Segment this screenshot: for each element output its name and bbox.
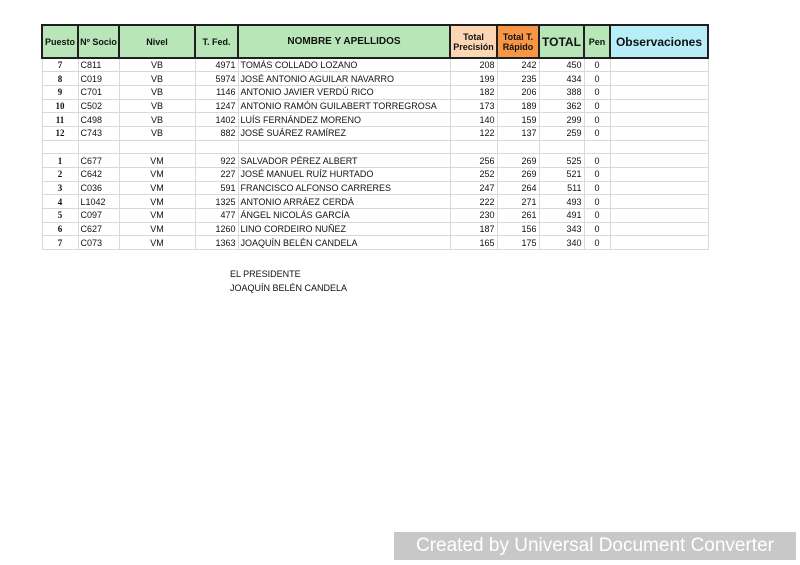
cell-puesto: 9 [42,85,78,99]
table-row [42,72,708,86]
cell-precision: 165 [450,236,497,250]
cell-observaciones [610,126,708,140]
cell-pen: 0 [584,154,610,168]
cell-observaciones [610,58,708,72]
table-row [42,236,708,250]
header-rapido [497,25,539,58]
cell-total: 343 [539,222,584,236]
signature-block [230,267,347,295]
cell-total: 493 [539,195,584,209]
cell-pen: 0 [584,85,610,99]
cell-total: 340 [539,236,584,250]
cell-nivel: VB [119,113,195,127]
cell-nivel: VM [119,181,195,195]
header-rapido-line2: Rápido [502,41,534,52]
cell-observaciones [610,222,708,236]
cell-nombre: TOMÁS COLLADO LOZANO [238,58,450,72]
cell-tfed: 591 [195,181,238,195]
cell-socio: C743 [78,126,119,140]
cell-nombre: FRANCISCO ALFONSO CARRERES [238,181,450,195]
cell-pen: 0 [584,168,610,182]
header-pen: Pen [584,25,610,58]
cell-precision: 182 [450,85,497,99]
cell-observaciones [610,154,708,168]
empty-cell [539,140,584,154]
cell-precision: 256 [450,154,497,168]
cell-total: 388 [539,85,584,99]
empty-cell [195,140,238,154]
header-tfed: T. Fed. [195,25,238,58]
cell-precision: 199 [450,72,497,86]
group-separator-row [42,140,708,154]
cell-nombre: LINO CORDEIRO NUÑEZ [238,222,450,236]
empty-cell [42,140,78,154]
cell-socio: C019 [78,72,119,86]
cell-pen: 0 [584,236,610,250]
header-nivel: Nivel [119,25,195,58]
empty-cell [119,140,195,154]
cell-pen: 0 [584,209,610,223]
table-row [42,154,708,168]
cell-pen: 0 [584,99,610,113]
cell-nivel: VM [119,222,195,236]
cell-rapido: 271 [497,195,539,209]
cell-observaciones [610,85,708,99]
table-row [42,113,708,127]
cell-tfed: 1325 [195,195,238,209]
header-puesto: Puesto [42,25,78,58]
header-rapido-line1: Total T. [502,31,534,42]
empty-cell [584,140,610,154]
table-body [42,58,708,250]
cell-puesto: 5 [42,209,78,223]
cell-socio: C498 [78,113,119,127]
cell-nombre: ÁNGEL NICOLÁS GARCÍA [238,209,450,223]
cell-socio: C073 [78,236,119,250]
cell-tfed: 1260 [195,222,238,236]
table-row [42,181,708,195]
cell-nombre: SALVADOR PÉREZ ALBERT [238,154,450,168]
cell-pen: 0 [584,181,610,195]
empty-cell [450,140,497,154]
cell-rapido: 264 [497,181,539,195]
cell-nivel: VM [119,154,195,168]
cell-precision: 122 [450,126,497,140]
cell-nombre: ANTONIO RAMÓN GUILABERT TORREGROSA [238,99,450,113]
header-precision-line2: Precisión [453,41,494,52]
cell-tfed: 227 [195,168,238,182]
cell-rapido: 269 [497,168,539,182]
cell-precision: 173 [450,99,497,113]
cell-rapido: 242 [497,58,539,72]
table-header [42,25,708,58]
cell-nombre: LUÍS FERNÁNDEZ MORENO [238,113,450,127]
cell-nivel: VB [119,99,195,113]
cell-socio: C701 [78,85,119,99]
cell-puesto: 7 [42,236,78,250]
cell-total: 299 [539,113,584,127]
cell-tfed: 1146 [195,85,238,99]
cell-socio: C097 [78,209,119,223]
cell-puesto: 7 [42,58,78,72]
cell-total: 450 [539,58,584,72]
cell-precision: 230 [450,209,497,223]
table-row [42,168,708,182]
table-row [42,126,708,140]
cell-puesto: 8 [42,72,78,86]
cell-tfed: 1402 [195,113,238,127]
cell-total: 491 [539,209,584,223]
cell-nombre: JOSÉ MANUEL RUÍZ HURTADO [238,168,450,182]
header-socio: Nº Socio [78,25,119,58]
cell-rapido: 159 [497,113,539,127]
cell-observaciones [610,168,708,182]
table-row [42,195,708,209]
cell-tfed: 1363 [195,236,238,250]
empty-cell [497,140,539,154]
cell-tfed: 1247 [195,99,238,113]
cell-precision: 252 [450,168,497,182]
cell-nombre: JOAQUÍN BELÉN CANDELA [238,236,450,250]
cell-nivel: VB [119,126,195,140]
cell-total: 525 [539,154,584,168]
cell-rapido: 156 [497,222,539,236]
cell-observaciones [610,113,708,127]
cell-socio: L1042 [78,195,119,209]
table-row [42,222,708,236]
cell-tfed: 4971 [195,58,238,72]
cell-observaciones [610,99,708,113]
cell-precision: 208 [450,58,497,72]
cell-puesto: 12 [42,126,78,140]
cell-tfed: 882 [195,126,238,140]
cell-tfed: 5974 [195,72,238,86]
header-precision-line1: Total [463,31,484,42]
cell-observaciones [610,195,708,209]
cell-rapido: 269 [497,154,539,168]
empty-cell [610,140,708,154]
table-row [42,99,708,113]
cell-pen: 0 [584,113,610,127]
signature-name: JOAQUÍN BELÉN CANDELA [230,283,348,293]
header-nombre: NOMBRE Y APELLIDOS [238,25,450,58]
header-observaciones: Observaciones [610,25,708,58]
cell-total: 434 [539,72,584,86]
cell-puesto: 11 [42,113,78,127]
cell-puesto: 1 [42,154,78,168]
cell-rapido: 137 [497,126,539,140]
cell-rapido: 206 [497,85,539,99]
cell-nivel: VM [119,209,195,223]
cell-precision: 222 [450,195,497,209]
cell-total: 362 [539,99,584,113]
cell-precision: 140 [450,113,497,127]
cell-observaciones [610,181,708,195]
cell-pen: 0 [584,126,610,140]
cell-tfed: 922 [195,154,238,168]
cell-rapido: 261 [497,209,539,223]
cell-socio: C627 [78,222,119,236]
watermark: Created by Universal Document Converter [394,532,796,560]
cell-socio: C036 [78,181,119,195]
table-row [42,58,708,72]
cell-observaciones [610,72,708,86]
cell-puesto: 3 [42,181,78,195]
cell-precision: 187 [450,222,497,236]
empty-cell [238,140,450,154]
cell-pen: 0 [584,58,610,72]
cell-nombre: JOSÉ ANTONIO AGUILAR NAVARRO [238,72,450,86]
cell-socio: C811 [78,58,119,72]
cell-nombre: ANTONIO JAVIER VERDÚ RICO [238,85,450,99]
cell-total: 259 [539,126,584,140]
cell-puesto: 4 [42,195,78,209]
cell-nivel: VM [119,236,195,250]
cell-pen: 0 [584,72,610,86]
empty-cell [78,140,119,154]
cell-puesto: 2 [42,168,78,182]
cell-nivel: VB [119,58,195,72]
cell-pen: 0 [584,195,610,209]
cell-nivel: VM [119,195,195,209]
table-row [42,85,708,99]
cell-socio: C502 [78,99,119,113]
cell-tfed: 477 [195,209,238,223]
cell-nivel: VB [119,72,195,86]
cell-socio: C642 [78,168,119,182]
cell-total: 521 [539,168,584,182]
header-total: TOTAL [539,25,584,58]
cell-precision: 247 [450,181,497,195]
signature-role: EL PRESIDENTE [230,269,301,279]
cell-socio: C677 [78,154,119,168]
results-table [41,24,709,250]
header-precision [450,25,497,58]
cell-rapido: 175 [497,236,539,250]
cell-total: 511 [539,181,584,195]
cell-observaciones [610,209,708,223]
cell-nombre: ANTONIO ARRÁEZ CERDÁ [238,195,450,209]
cell-rapido: 235 [497,72,539,86]
cell-nivel: VM [119,168,195,182]
cell-nivel: VB [119,85,195,99]
cell-puesto: 10 [42,99,78,113]
cell-observaciones [610,236,708,250]
cell-puesto: 6 [42,222,78,236]
cell-pen: 0 [584,222,610,236]
cell-nombre: JOSÉ SUÁREZ RAMÍREZ [238,126,450,140]
cell-rapido: 189 [497,99,539,113]
table-row [42,209,708,223]
